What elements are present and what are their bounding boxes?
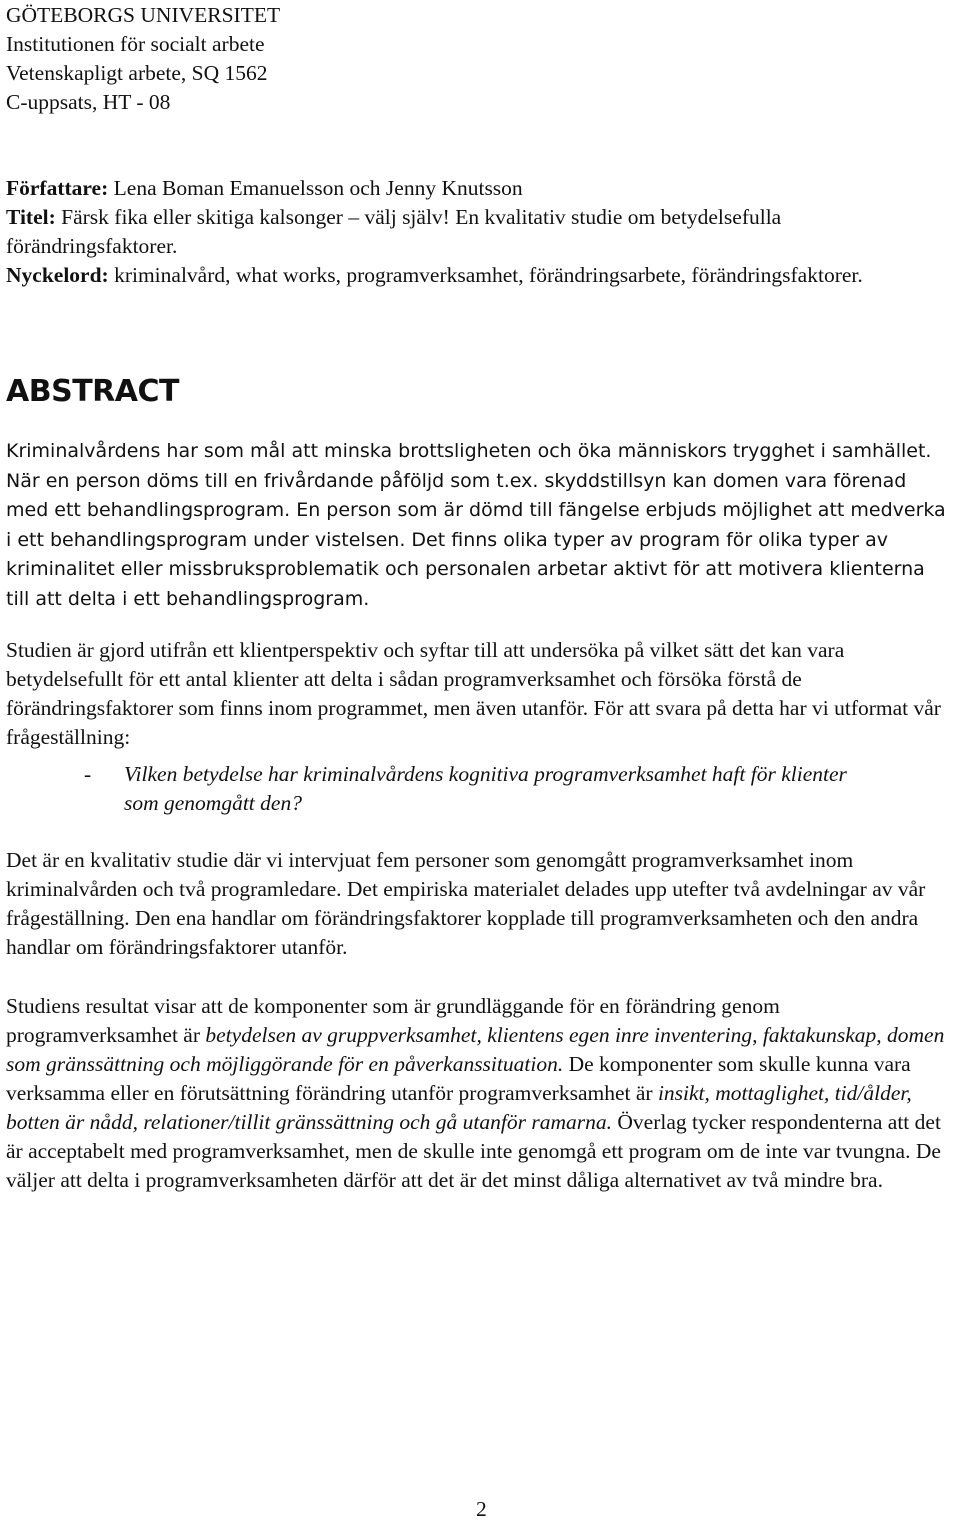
abstract-paragraph-2: Studien är gjord utifrån ett klientperspektiv och syftar till att undersöka på vilket sätt det kan vara betydelsefullt för ett antal klienter att delta i sådan programverksamhet och försöka förstå de förändringsfaktorer som finns inom programmet, men även utanför. För att svara på detta har vi utformat vår frågeställning:: [6, 638, 941, 749]
abstract-paragraph-3: Det är en kvalitativ studie där vi intervjuat fem personer som genomgått programverksamhet inom kriminalvården och två programledare. Det empiriska materialet delades upp utefter två avdelningar av vår frågeställning. Den ena handlar om förändringsfaktorer kopplade till programverksamheten och den andra handlar om förändringsfaktorer utanför.: [6, 848, 926, 959]
authors-row: [6, 174, 954, 203]
results-outside-list: insikt, mottaglighet, tid/ålder, botten är nådd, relationer/tillit gränssättning och gå utanför ramarna.: [6, 1081, 912, 1134]
results-outside-intro: De komponenter som skulle kunna vara verksamma eller en förutsättning förändring utanför programverksamhet är: [6, 1052, 911, 1105]
research-question-text: Vilken betydelse har kriminalvårdens kognitiva programverksamhet haft för klienter som genomgått den?: [124, 762, 847, 815]
document-header: [6, 1, 280, 117]
page-number: 2: [476, 1497, 487, 1521]
department-name: Institutionen för socialt arbete: [6, 32, 265, 56]
abstract-paragraph-4: [6, 992, 956, 1195]
list-dash: -: [84, 762, 92, 786]
results-conclusion: Överlag tycker respondenterna att det är acceptabelt med programverksamhet, men de skulle inte genomgå ett program om de inte var tvungna. De väljer att delta i programverksamheten därför att det är det minst dåliga alternativet av två mindre bra.: [6, 1110, 941, 1192]
thesis-metadata: [6, 174, 954, 290]
results-components-list: betydelsen av gruppverksamhet, klientens egen inre inventering, faktakunskap, domen som gränssättning och möjliggörande för en påverkanssituation.: [6, 1023, 945, 1076]
title-value: Färsk fika eller skitiga kalsonger – välj själv! En kvalitativ studie om betydelsefulla förändringsfaktorer.: [6, 205, 782, 258]
authors-label: Författare:: [6, 176, 109, 200]
keywords-value: kriminalvård, what works, programverksamhet, förändringsarbete, förändringsfaktorer.: [108, 263, 863, 287]
title-label: Titel:: [6, 205, 56, 229]
thesis-type: C-uppsats, HT - 08: [6, 90, 171, 114]
keywords-row: [6, 261, 954, 290]
abstract-paragraph-1: Kriminalvårdens har som mål att minska brottsligheten och öka människors trygghet i samhället. När en person döms till en frivårdande påföljd som t.ex. skyddstillsyn kan domen vara förenad med ett behandlingsprogram. En person som är dömd till fängelse erbjuds möjlighet att medverka i ett behandlingsprogram under vistelsen. Det finns olika typer av program för olika typer av kriminalitet eller missbruksproblematik och personalen arbetar aktivt för att motivera klienterna till att delta i ett behandlingsprogram.: [6, 440, 946, 610]
course-name: Vetenskapligt arbete, SQ 1562: [6, 61, 268, 85]
results-intro: Studiens resultat visar att de komponenter som är grundläggande för en förändring genom programverksamhet är: [6, 994, 780, 1047]
abstract-heading: ABSTRACT: [6, 374, 179, 409]
title-row: [6, 203, 954, 261]
university-name: GÖTEBORGS UNIVERSITET: [6, 3, 281, 27]
keywords-label: Nyckelord:: [6, 263, 109, 287]
authors-value: Lena Boman Emanuelsson och Jenny Knutsson: [108, 176, 523, 200]
